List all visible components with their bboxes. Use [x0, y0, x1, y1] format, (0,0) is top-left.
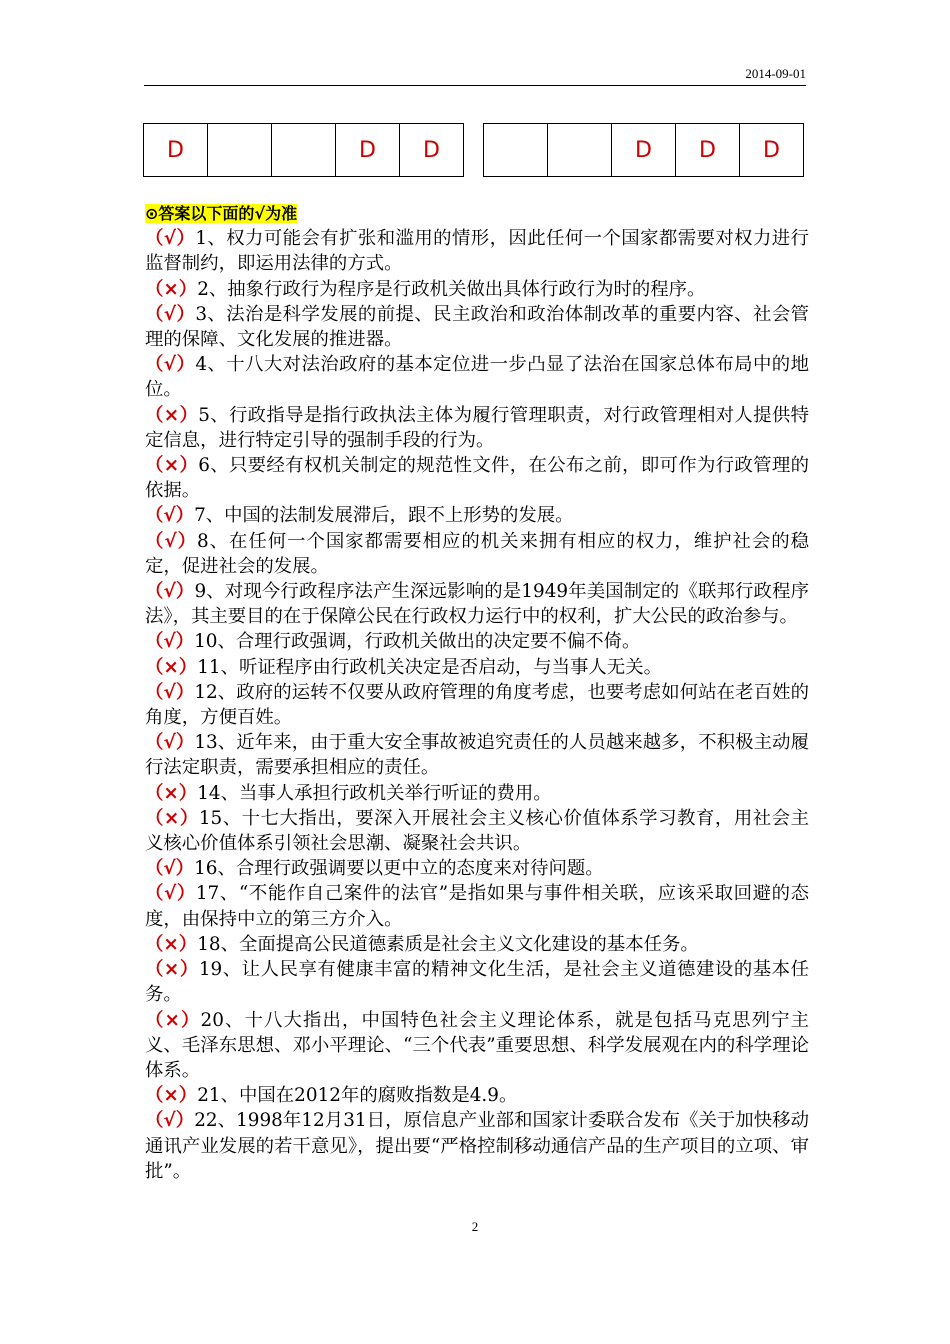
list-item — [145, 453, 809, 503]
item-text: 3、法治是科学发展的前提、民主政治和政治体制改革的重要内容、社会管理的保障、文化发展的推进器。 — [145, 303, 809, 351]
answer-note-line — [145, 201, 809, 226]
list-item — [145, 1008, 809, 1084]
judgement-mark: （×） — [145, 933, 198, 955]
judgement-mark: （√） — [145, 303, 196, 325]
judgement-mark: （×） — [145, 1085, 198, 1107]
answer-cell — [548, 124, 612, 177]
judgement-mark: （×） — [145, 278, 198, 300]
list-item — [145, 881, 809, 931]
list-item — [145, 655, 809, 680]
item-text: 15、十七大指出，要深入开展社会主义核心价值体系学习教育，用社会主义核心价值体系引领社会思潮、凝聚社会共识。 — [145, 807, 809, 855]
answer-cell — [208, 124, 272, 177]
answer-cell: D — [336, 124, 400, 177]
item-text: 8、在任何一个国家都需要相应的机关来拥有相应的权力，维护社会的稳定，促进社会的发展。 — [145, 530, 809, 577]
answer-note: ⊙答案以下面的√为准 — [145, 204, 298, 223]
item-text: 7、中国的法制发展滞后，跟不上形势的发展。 — [194, 505, 574, 527]
item-text: 10、合理行政强调，行政机关做出的决定要不偏不倚。 — [194, 631, 641, 653]
list-item — [145, 529, 809, 579]
list-item — [145, 781, 809, 806]
answer-cell — [484, 124, 548, 177]
list-item — [145, 277, 809, 302]
judgement-mark: （√） — [145, 858, 195, 880]
list-item — [145, 806, 809, 856]
item-text: 5、行政指导是指行政执法主体为履行管理职责，对行政管理相对人提供特定信息，进行特定引导的强制手段的行为。 — [145, 404, 809, 451]
judgement-mark: （×） — [145, 404, 199, 426]
item-text: 13、近年来，由于重大安全事故被追究责任的人员越来越多，不积极主动履行法定职责，需要承担相应的责任。 — [145, 732, 809, 779]
item-text: 21、中国在2012年的腐败指数是4.9。 — [197, 1085, 518, 1107]
answer-cell: D — [676, 124, 740, 177]
list-item — [145, 957, 809, 1007]
judgement-mark: （×） — [145, 656, 198, 678]
page-number: 2 — [471, 1219, 479, 1234]
answer-list — [145, 201, 809, 1184]
judgement-mark: （√） — [145, 883, 196, 905]
judgement-mark: （×） — [145, 782, 198, 804]
judgement-mark: （×） — [145, 807, 199, 829]
item-text: 19、让人民享有健康丰富的精神文化生活，是社会主义道德建设的基本任务。 — [145, 959, 809, 1006]
answer-cell: D — [740, 124, 804, 177]
item-text: 2、抽象行政行为程序是行政机关做出具体行政行为时的程序。 — [197, 278, 706, 300]
item-text: 4、十八大对法治政府的基本定位进一步凸显了法治在国家总体布局中的地位。 — [145, 354, 809, 401]
item-text: 17、“不能作自己案件的法官”是指如果与事件相关联，应该采取回避的态度，由保持中立的第三方介入。 — [145, 883, 809, 930]
item-text: 16、合理行政强调要以更中立的态度来对待问题。 — [194, 858, 604, 880]
list-item — [145, 932, 809, 957]
list-item — [145, 680, 809, 730]
header-rule — [144, 85, 806, 86]
list-item — [145, 1083, 809, 1108]
judgement-mark: （×） — [145, 455, 199, 477]
item-text: 12、政府的运转不仅要从政府管理的角度考虑，也要考虑如何站在老百姓的角度，方便百姓。 — [145, 681, 809, 729]
item-text: 6、只要经有权机关制定的规范性文件，在公布之前，即可作为行政管理的依据。 — [145, 455, 809, 502]
list-item — [145, 579, 809, 629]
item-text: 1、权力可能会有扩张和滥用的情形，因此任何一个国家都需要对权力进行监督制约，即运用法律的方式。 — [145, 228, 809, 275]
judgement-mark: （√） — [145, 505, 195, 527]
item-text: 18、全面提高公民道德素质是社会主义文化建设的基本任务。 — [197, 933, 699, 955]
list-item — [145, 1108, 809, 1184]
judgement-mark: （√） — [145, 228, 196, 250]
item-text: 11、听证程序由行政机关决定是否启动，与当事人无关。 — [197, 656, 662, 678]
item-text: 9、对现今行政程序法产生深远影响的是1949年美国制定的《联邦行政程序法》，其主要目的在于保障公民在行政权力运行中的权利，扩大公民的政治参与。 — [145, 581, 809, 628]
judgement-mark: （√） — [145, 631, 195, 653]
judgement-mark: （√） — [145, 1110, 195, 1132]
list-item — [145, 302, 809, 352]
list-item — [145, 503, 809, 528]
list-item — [145, 403, 809, 453]
item-text: 14、当事人承担行政机关举行听证的费用。 — [197, 782, 552, 804]
answer-cell: D — [612, 124, 676, 177]
answer-cell: D — [400, 124, 464, 177]
judgement-mark: （√） — [145, 354, 196, 376]
header-date: 2014-09-01 — [745, 66, 806, 81]
answer-cell — [272, 124, 336, 177]
list-item — [145, 226, 809, 276]
list-item — [145, 352, 809, 402]
list-item — [145, 730, 809, 780]
judgement-mark: （√） — [145, 581, 195, 603]
item-text: 22、1998年12月31日，原信息产业部和国家计委联合发布《关于加快移动通讯产业发展的若干意见》，提出要“严格控制移动通信产品的生产项目的立项、审批”。 — [145, 1110, 809, 1182]
judgement-mark: （√） — [145, 530, 197, 552]
judgement-mark: （√） — [145, 681, 195, 703]
answer-table-right — [483, 123, 804, 177]
list-item — [145, 629, 809, 654]
judgement-mark: （√） — [145, 732, 195, 754]
list-item — [145, 856, 809, 881]
answer-cell: D — [144, 124, 208, 177]
item-text: 20、十八大指出，中国特色社会主义理论体系，就是包括马克思列宁主义、毛泽东思想、邓小平理论、“三个代表”重要思想、科学发展观在内的科学理论体系。 — [145, 1009, 809, 1081]
answer-table-left — [143, 123, 464, 177]
judgement-mark: （×） — [145, 959, 199, 981]
judgement-mark: （×） — [145, 1009, 201, 1031]
